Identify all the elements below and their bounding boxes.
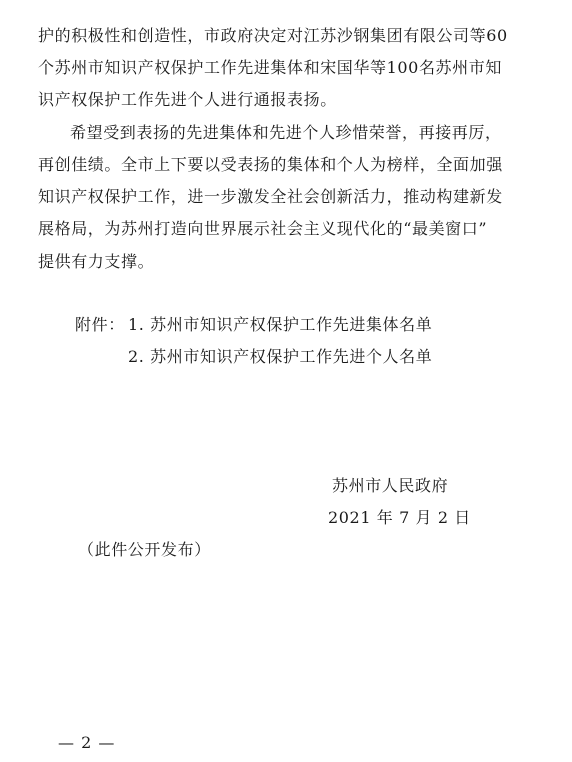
body-line-5: 再创佳绩。全市上下要以受表扬的集体和个人为榜样，全面加强 xyxy=(38,155,503,174)
attachment-label: 附件： xyxy=(75,315,125,334)
attachment-item-1-text: 1. 苏州市知识产权保护工作先进集体名单 xyxy=(128,315,433,334)
issuer-name: 苏州市人民政府 xyxy=(332,476,449,495)
body-line-6: 知识产权保护工作，进一步激发全社会创新活力，推动构建新发 xyxy=(38,187,503,206)
attachment-item-1 xyxy=(75,315,432,335)
publication-note: （此件公开发布） xyxy=(78,540,211,559)
issue-date: 2021 年 7 月 2 日 xyxy=(328,508,471,527)
body-line-7: 展格局，为苏州打造向世界展示社会主义现代化的“最美窗口” xyxy=(38,219,488,238)
body-line-3: 识产权保护工作先进个人进行通报表扬。 xyxy=(38,90,337,109)
body-line-8: 提供有力支撑。 xyxy=(38,252,155,271)
page-number: — 2 — xyxy=(58,733,116,752)
body-line-4: 希望受到表扬的先进集体和先进个人珍惜荣誉，再接再厉， xyxy=(70,123,502,142)
body-line-1: 护的积极性和创造性，市政府决定对江苏沙钢集团有限公司等60 xyxy=(38,26,508,45)
attachment-item-2-text: 2. 苏州市知识产权保护工作先进个人名单 xyxy=(128,347,433,366)
body-line-2: 个苏州市知识产权保护工作先进集体和宋国华等100名苏州市知 xyxy=(38,58,502,77)
attachment-item-2 xyxy=(128,347,432,367)
